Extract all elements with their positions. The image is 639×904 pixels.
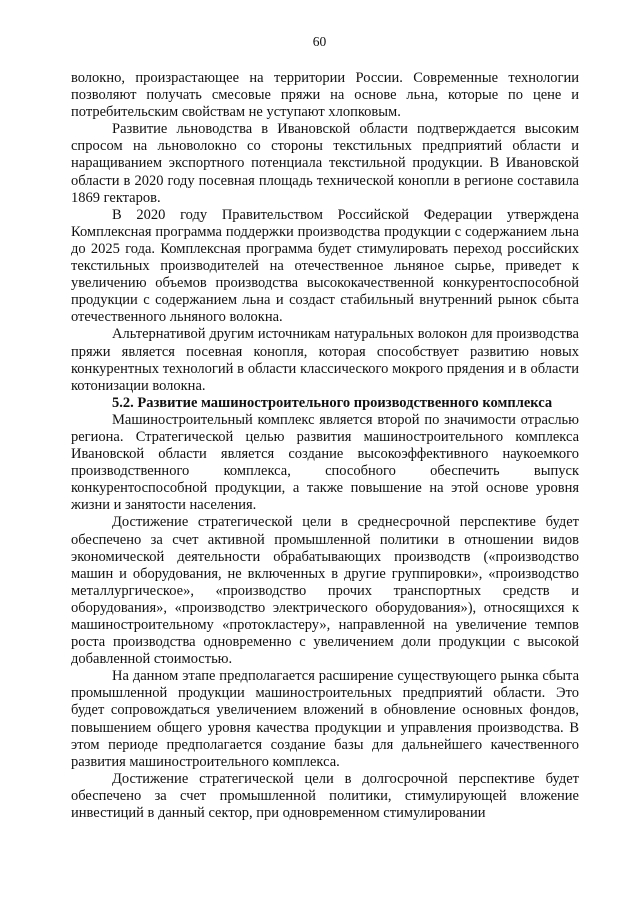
paragraph-hemp-alternative: Альтернативой другим источникам натуральных волокон для производства пряжи является посевная конопля, которая способствует развитию новых конкурентных технологий в области классического мокрого прядения и в области котонизации волокна. [71, 326, 579, 394]
document-body [71, 70, 579, 822]
paragraph-flax-growing-development: Развитие льноводства в Ивановской области подтверждается высоким спросом на льноволокно со стороны текстильных предприятий области и наращиванием экспортного потенциала текстильной продукции. В Ивановской области в 2020 году посевная площадь технической конопли в регионе составила 1869 гектаров. [71, 121, 579, 206]
paragraph-machine-building-goal: Машиностроительный комплекс является второй по значимости отраслью региона. Стратегической целью развития машиностроительного комплекса Ивановской области является создание высокоэффективного наукоемкого производственного комплекса, способного обеспечить выпуск конкурентоспособной продукции, а также повышение на этой основе уровня жизни и занятости населения. [71, 411, 579, 514]
paragraph-flax-fiber-continuation: волокно, произрастающее на территории России. Современные технологии позволяют получать смесовые пряжи на основе льна, которые по цене и потребительским свойствам не уступают хлопковым. [71, 70, 579, 121]
paragraph-market-expansion: На данном этапе предполагается расширение существующего рынка сбыта промышленной продукции машиностроительных предприятий области. Это будет сопровождаться увеличением вложений в обновление основных фондов, повышением общего уровня качества продукции и управления производства. В этом периоде предполагается создание базы для дальнейшего качественного развития машиностроительного комплекса. [71, 668, 579, 770]
page-number: 60 [312, 34, 327, 49]
section-heading: 5.2. Развитие машиностроительного производственного комплекса [112, 394, 553, 411]
paragraph-long-term-goal: Достижение стратегической цели в долгосрочной перспективе будет обеспечено за счет промышленной политики, стимулирующей вложение инвестиций в данный сектор, при одновременном стимулировании [71, 770, 579, 822]
paragraph-federal-flax-program: В 2020 году Правительством Российской Федерации утверждена Комплексная программа поддержки производства продукции с содержанием льна до 2025 года. Комплексная программа будет стимулировать переход российских текстильных производителей на отечественное льняное сырье, приведет к увеличению объемов производства высококачественной конкурентоспособной продукции с содержанием льна и создаст стабильный внутренний рынок сбыта отечественного льняного волокна. [71, 206, 579, 326]
paragraph-medium-term-goal: Достижение стратегической цели в среднесрочной перспективе будет обеспечено за счет активной промышленной политики в отношении видов экономической деятельности обрабатывающих производств («производство машин и оборудования, не включенных в другие группировки», «производство металлургическое», «производство прочих транспортных средств и оборудования», «производство электрического оборудования»), относящихся к машиностроительному «протокластеру», направленной на увеличение темпов роста производства одновременно с увеличением доли продукции с высокой добавленной стоимостью. [71, 514, 579, 668]
